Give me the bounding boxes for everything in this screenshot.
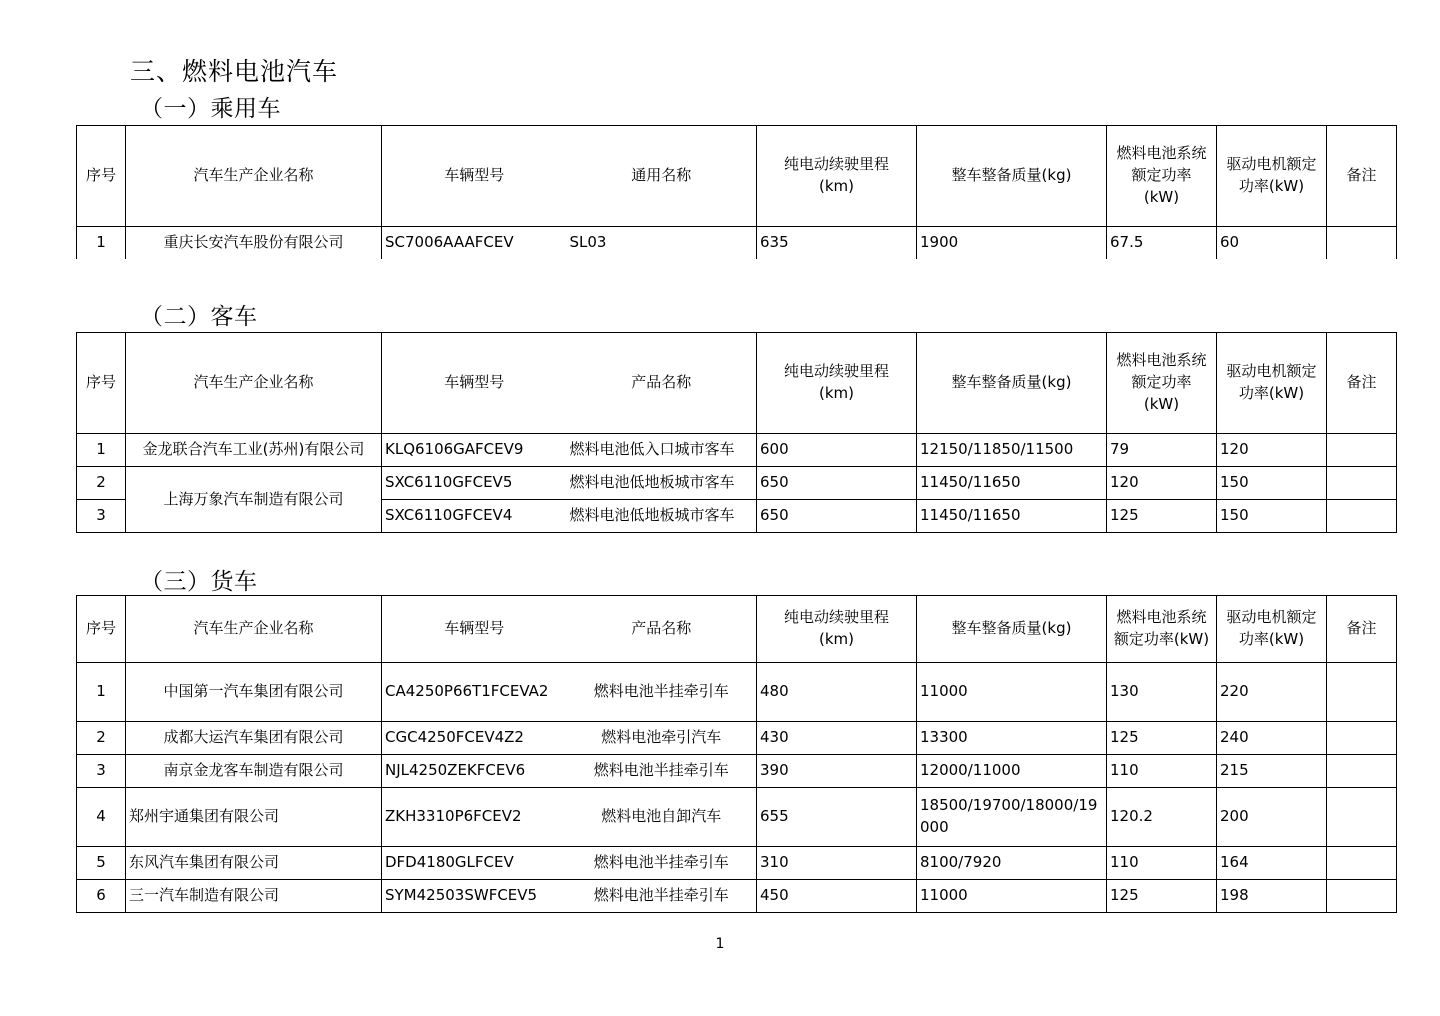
column-header-model: 车辆型号 [382,596,567,663]
column-header-maker: 汽车生产企业名称 [126,596,382,663]
cell-fuelcell-power: 120 [1107,467,1217,500]
cell-motor-power: 164 [1217,847,1327,880]
cell-range: 650 [757,467,917,500]
motor-power-line2: 功率(kW) [1238,384,1305,402]
cell-fuelcell-power: 110 [1107,755,1217,788]
cell-remark [1327,722,1397,755]
column-header-fuelcell-power [1107,333,1217,434]
table-row [77,847,1397,880]
motor-power-line2: 功率(kW) [1238,630,1305,648]
cell-product-name: 燃料电池半挂牵引车 [567,880,757,913]
column-header-maker: 汽车生产企业名称 [126,333,382,434]
column-header-motor-power [1217,333,1327,434]
column-header-index: 序号 [77,126,126,227]
cell-product-name: 燃料电池自卸汽车 [567,788,757,847]
table-row [77,434,1397,467]
cell-index: 5 [77,847,126,880]
cell-range: 450 [757,880,917,913]
cell-mass: 11450/11650 [917,500,1107,533]
cell-mass: 12150/11850/11500 [917,434,1107,467]
cell-fuelcell-power: 130 [1107,663,1217,722]
fuelcell-power-line1: 燃料电池系统 [1116,144,1207,163]
cell-mass: 11450/11650 [917,467,1107,500]
cell-mass: 12000/11000 [917,755,1107,788]
table-row [77,880,1397,913]
cell-range: 430 [757,722,917,755]
cell-index: 2 [77,467,126,500]
cell-model: SC7006AAAFCEV [382,227,567,260]
cell-index: 1 [77,663,126,722]
truck-vehicle-table [76,595,1397,913]
table-header-row [77,126,1397,227]
cell-product-name: 燃料电池低地板城市客车 [567,500,757,533]
table-row [77,788,1397,847]
table-row [77,722,1397,755]
fuelcell-power-line2: 额定功率 [1131,166,1192,185]
column-header-mass: 整车整备质量(kg) [917,333,1107,434]
cell-mass: 13300 [917,722,1107,755]
cell-mass: 8100/7920 [917,847,1107,880]
column-header-product-name: 产品名称 [567,333,757,434]
column-header-model: 车辆型号 [382,333,567,434]
column-header-maker: 汽车生产企业名称 [126,126,382,227]
column-header-remark: 备注 [1327,596,1397,663]
cell-remark [1327,847,1397,880]
column-header-motor-power [1217,126,1327,227]
cell-model: SXC6110GFCEV4 [382,500,567,533]
table-row [77,227,1397,260]
cell-motor-power: 120 [1217,434,1327,467]
cell-motor-power: 200 [1217,788,1327,847]
cell-mass: 11000 [917,880,1107,913]
cell-maker: 郑州宇通集团有限公司 [126,788,382,847]
cell-maker: 三一汽车制造有限公司 [126,880,382,913]
column-header-range-line2: (km) [818,384,854,402]
cell-range: 635 [757,227,917,260]
cell-model: ZKH3310P6FCEV2 [382,788,567,847]
cell-model: DFD4180GLFCEV [382,847,567,880]
cell-remark [1327,788,1397,847]
motor-power-line1: 驱动电机额定 [1226,608,1317,627]
cell-range: 390 [757,755,917,788]
fuelcell-power-line3: (kW) [1143,187,1180,206]
column-header-index: 序号 [77,596,126,663]
cell-maker: 成都大运汽车集团有限公司 [126,722,382,755]
fuelcell-power-line1: 燃料电池系统 [1116,351,1207,370]
cell-index: 4 [77,788,126,847]
cell-product-name: 燃料电池半挂牵引车 [567,755,757,788]
column-header-range [757,126,917,227]
column-header-motor-power [1217,596,1327,663]
cell-remark [1327,227,1397,260]
cell-index: 6 [77,880,126,913]
column-header-range-line1: 纯电动续驶里程 [783,155,889,174]
cell-fuelcell-power: 125 [1107,500,1217,533]
column-header-fuelcell-power [1107,596,1217,663]
column-header-range-line2: (km) [818,630,854,648]
cell-product-name: 燃料电池半挂牵引车 [567,847,757,880]
cell-remark [1327,467,1397,500]
column-header-fuelcell-power [1107,126,1217,227]
cell-maker: 中国第一汽车集团有限公司 [126,663,382,722]
cell-fuelcell-power: 125 [1107,722,1217,755]
cell-maker: 东风汽车集团有限公司 [126,847,382,880]
cell-general-name: SL03 [567,227,757,260]
cell-range: 655 [757,788,917,847]
cell-motor-power: 198 [1217,880,1327,913]
cell-motor-power: 215 [1217,755,1327,788]
fuelcell-power-line1: 燃料电池系统 [1116,608,1207,627]
column-header-product-name: 产品名称 [567,596,757,663]
column-header-remark: 备注 [1327,126,1397,227]
table-header-row [77,596,1397,663]
cell-remark [1327,880,1397,913]
cell-maker: 上海万象汽车制造有限公司 [126,467,382,533]
cell-fuelcell-power: 120.2 [1107,788,1217,847]
fuelcell-power-line3: (kW) [1143,394,1180,413]
cell-product-name: 燃料电池半挂牵引车 [567,663,757,722]
passenger-vehicle-table [76,125,1397,259]
cell-motor-power: 240 [1217,722,1327,755]
column-header-range [757,333,917,434]
table-row [77,663,1397,722]
column-header-remark: 备注 [1327,333,1397,434]
cell-maker: 南京金龙客车制造有限公司 [126,755,382,788]
column-header-mass: 整车整备质量(kg) [917,596,1107,663]
cell-model: SYM42503SWFCEV5 [382,880,567,913]
cell-model: SXC6110GFCEV5 [382,467,567,500]
table-row [77,755,1397,788]
cell-model: CGC4250FCEV4Z2 [382,722,567,755]
cell-model: CA4250P66T1FCEVA2 [382,663,567,722]
cell-index: 1 [77,434,126,467]
cell-fuelcell-power: 110 [1107,847,1217,880]
cell-fuelcell-power: 79 [1107,434,1217,467]
cell-product-name: 燃料电池低地板城市客车 [567,467,757,500]
cell-product-name: 燃料电池牵引汽车 [567,722,757,755]
table-header-row [77,333,1397,434]
cell-mass: 1900 [917,227,1107,260]
column-header-index: 序号 [77,333,126,434]
page-title: 三、燃料电池汽车 [130,57,339,86]
fuelcell-power-line2: 额定功率(kW) [1113,630,1210,648]
column-header-model: 车辆型号 [382,126,567,227]
column-header-range-line1: 纯电动续驶里程 [783,362,889,381]
cell-mass: 11000 [917,663,1107,722]
column-header-range-line2: (km) [818,177,854,195]
cell-range: 480 [757,663,917,722]
column-header-general-name: 通用名称 [567,126,757,227]
cell-range: 650 [757,500,917,533]
cell-model: NJL4250ZEKFCEV6 [382,755,567,788]
motor-power-line1: 驱动电机额定 [1226,362,1317,381]
table-row [77,467,1397,500]
motor-power-line1: 驱动电机额定 [1226,155,1317,174]
fuelcell-power-line2: 额定功率 [1131,373,1192,392]
cell-fuelcell-power: 67.5 [1107,227,1217,260]
cell-index: 3 [77,755,126,788]
cell-motor-power: 150 [1217,500,1327,533]
subsection-heading-passenger: （一）乘用车 [140,96,281,122]
cell-remark [1327,434,1397,467]
cell-fuelcell-power: 125 [1107,880,1217,913]
cell-range: 310 [757,847,917,880]
cell-mass: 18500/19700/18000/19000 [917,788,1107,847]
subsection-heading-bus: （二）客车 [140,304,258,330]
bus-vehicle-table [76,332,1397,533]
cell-product-name: 燃料电池低入口城市客车 [567,434,757,467]
column-header-range-line1: 纯电动续驶里程 [783,608,889,627]
subsection-heading-truck: （三）货车 [140,569,258,595]
cell-index: 3 [77,500,126,533]
cell-remark [1327,755,1397,788]
cell-motor-power: 150 [1217,467,1327,500]
column-header-mass: 整车整备质量(kg) [917,126,1107,227]
cell-motor-power: 60 [1217,227,1327,260]
cell-index: 1 [77,227,126,260]
cell-motor-power: 220 [1217,663,1327,722]
cell-remark [1327,500,1397,533]
cell-maker: 重庆长安汽车股份有限公司 [126,227,382,260]
page-number: 1 [715,936,725,952]
column-header-range [757,596,917,663]
cell-index: 2 [77,722,126,755]
cell-range: 600 [757,434,917,467]
cell-maker: 金龙联合汽车工业(苏州)有限公司 [126,434,382,467]
cell-model: KLQ6106GAFCEV9 [382,434,567,467]
motor-power-line2: 功率(kW) [1238,177,1305,195]
cell-remark [1327,663,1397,722]
